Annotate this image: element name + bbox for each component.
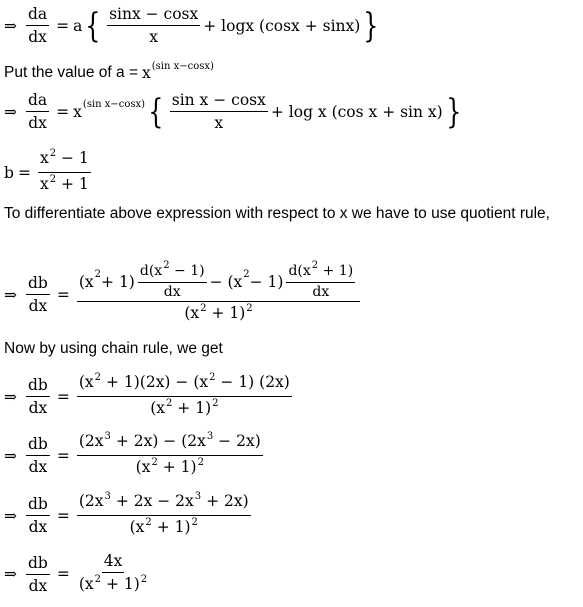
- fraction-denominator: x: [149, 28, 159, 46]
- fraction-numerator: (x 2 + 1) $\frac{d(x^2 - 1)}{dx}$ − (x 2 − 1) $\frac{d(x^2 + 1)}{dx}$: [77, 263, 360, 302]
- equals-sign: =: [56, 506, 70, 525]
- power-base: x: [142, 64, 151, 82]
- implies-arrow: ⇒: [4, 387, 17, 406]
- fraction-denominator: $(x^2 + 1)^2$: [78, 574, 148, 593]
- power-base: x: [73, 102, 82, 121]
- fraction-denominator: $(x^2 + 1)^2$: [135, 457, 204, 476]
- da-dx-fraction: [26, 90, 49, 133]
- equals-sign: =: [56, 102, 70, 121]
- fraction-denominator: dx: [28, 399, 48, 417]
- da-dx-fraction: [26, 4, 49, 47]
- fraction-numerator: db: [26, 494, 50, 516]
- db-dx-fraction: [26, 375, 50, 418]
- fraction-numerator: sinx − cosx: [107, 4, 200, 26]
- implies-arrow: ⇒: [4, 446, 17, 465]
- fraction-numerator: da: [26, 4, 49, 26]
- equals-sign: =: [56, 16, 70, 35]
- derivative-fraction-2: $\frac{d(x^2 + 1)}{dx}$: [288, 260, 354, 300]
- put-value-statement: [4, 60, 214, 82]
- equals-sign: =: [56, 387, 70, 406]
- close-brace: }: [363, 5, 379, 46]
- fraction-numerator: $(x^2 + 1)(2x) - (x^2 - 1)$ (2x): [77, 372, 292, 397]
- result-fraction: [77, 491, 251, 540]
- power-exponent: (sin x−cosx): [82, 99, 146, 110]
- fraction-denominator: dx: [28, 518, 48, 536]
- fraction-numerator: sin x − cosx: [170, 90, 268, 112]
- equals-sign: =: [56, 285, 70, 304]
- chain-rule-note: Now by using chain rule, we get: [4, 340, 223, 357]
- equation-da-dx-1: [4, 4, 382, 47]
- implies-arrow: ⇒: [4, 565, 17, 583]
- implies-arrow: ⇒: [4, 285, 17, 304]
- equation-step-1: [4, 372, 295, 421]
- implies-arrow: ⇒: [4, 102, 17, 121]
- equation-step-2: [4, 431, 266, 480]
- quotient-fraction: [77, 260, 360, 326]
- db-dx-fraction: [26, 494, 50, 537]
- implies-arrow: ⇒: [4, 506, 17, 525]
- quotient-rule-note: To differentiate above expression with respect to x we have to use quotient rule,: [4, 205, 550, 222]
- equation-da-dx-2: [4, 90, 464, 133]
- fraction-numerator: db: [26, 434, 50, 456]
- result-fraction: [77, 431, 263, 480]
- fraction-denominator: dx: [28, 114, 47, 132]
- fraction-numerator: $(2x^3 + 2x) - (2x^3 - 2x)$: [77, 431, 263, 456]
- fraction-numerator: db: [26, 375, 50, 397]
- log-term: + logx (cosx + sinx): [203, 16, 361, 35]
- equation-step-3: [4, 491, 254, 540]
- fraction-denominator: $(x^2 + 1)^2$: [184, 303, 253, 322]
- fraction-denominator: $x^2 + 1$: [39, 174, 89, 193]
- equals-sign: =: [56, 565, 70, 583]
- equation-quotient-rule: [4, 260, 363, 326]
- fraction-numerator: $x^2 - 1$: [38, 148, 91, 173]
- db-dx-fraction: [26, 273, 50, 316]
- b-definition: [4, 148, 94, 197]
- fraction-denominator: x: [214, 114, 224, 132]
- result-fraction: [77, 551, 149, 597]
- open-brace: {: [148, 91, 164, 132]
- variable-b: b: [4, 163, 14, 182]
- fraction-denominator: dx: [28, 458, 48, 476]
- open-brace: {: [85, 5, 101, 46]
- log-term: + log x (cos x + sin x): [270, 102, 443, 121]
- fraction-denominator: $(x^2 + 1)^2$: [129, 517, 198, 536]
- fraction-numerator: $(2x^3 + 2x - 2x^3 + 2x)$: [77, 491, 251, 516]
- fraction-numerator: 4x: [102, 551, 125, 573]
- db-dx-fraction: [26, 434, 50, 477]
- derivative-fraction-1: $\frac{d(x^2 - 1)}{dx}$: [139, 260, 205, 300]
- fraction-numerator: da: [26, 90, 49, 112]
- implies-arrow: ⇒: [4, 16, 17, 35]
- close-brace: }: [445, 91, 462, 132]
- equals-sign: =: [17, 163, 31, 182]
- fraction-denominator: $(x^2 + 1)^2$: [150, 398, 219, 417]
- sin-cos-fraction: [107, 4, 200, 47]
- fraction-denominator: dx: [28, 576, 48, 595]
- equals-sign: =: [56, 446, 70, 465]
- fraction-denominator: dx: [28, 297, 48, 315]
- equation-final: [4, 551, 152, 597]
- sin-cos-fraction: [170, 90, 268, 133]
- fraction-numerator: db: [26, 273, 50, 295]
- power-exponent: (sin x−cosx): [151, 60, 214, 72]
- fraction-numerator: db: [26, 553, 50, 575]
- fraction-denominator: dx: [28, 28, 47, 46]
- coefficient-a: a: [73, 16, 83, 35]
- result-fraction: [77, 372, 292, 421]
- db-dx-fraction: [26, 553, 50, 596]
- put-value-text: Put the value of a =: [4, 64, 138, 81]
- b-fraction: [38, 148, 91, 197]
